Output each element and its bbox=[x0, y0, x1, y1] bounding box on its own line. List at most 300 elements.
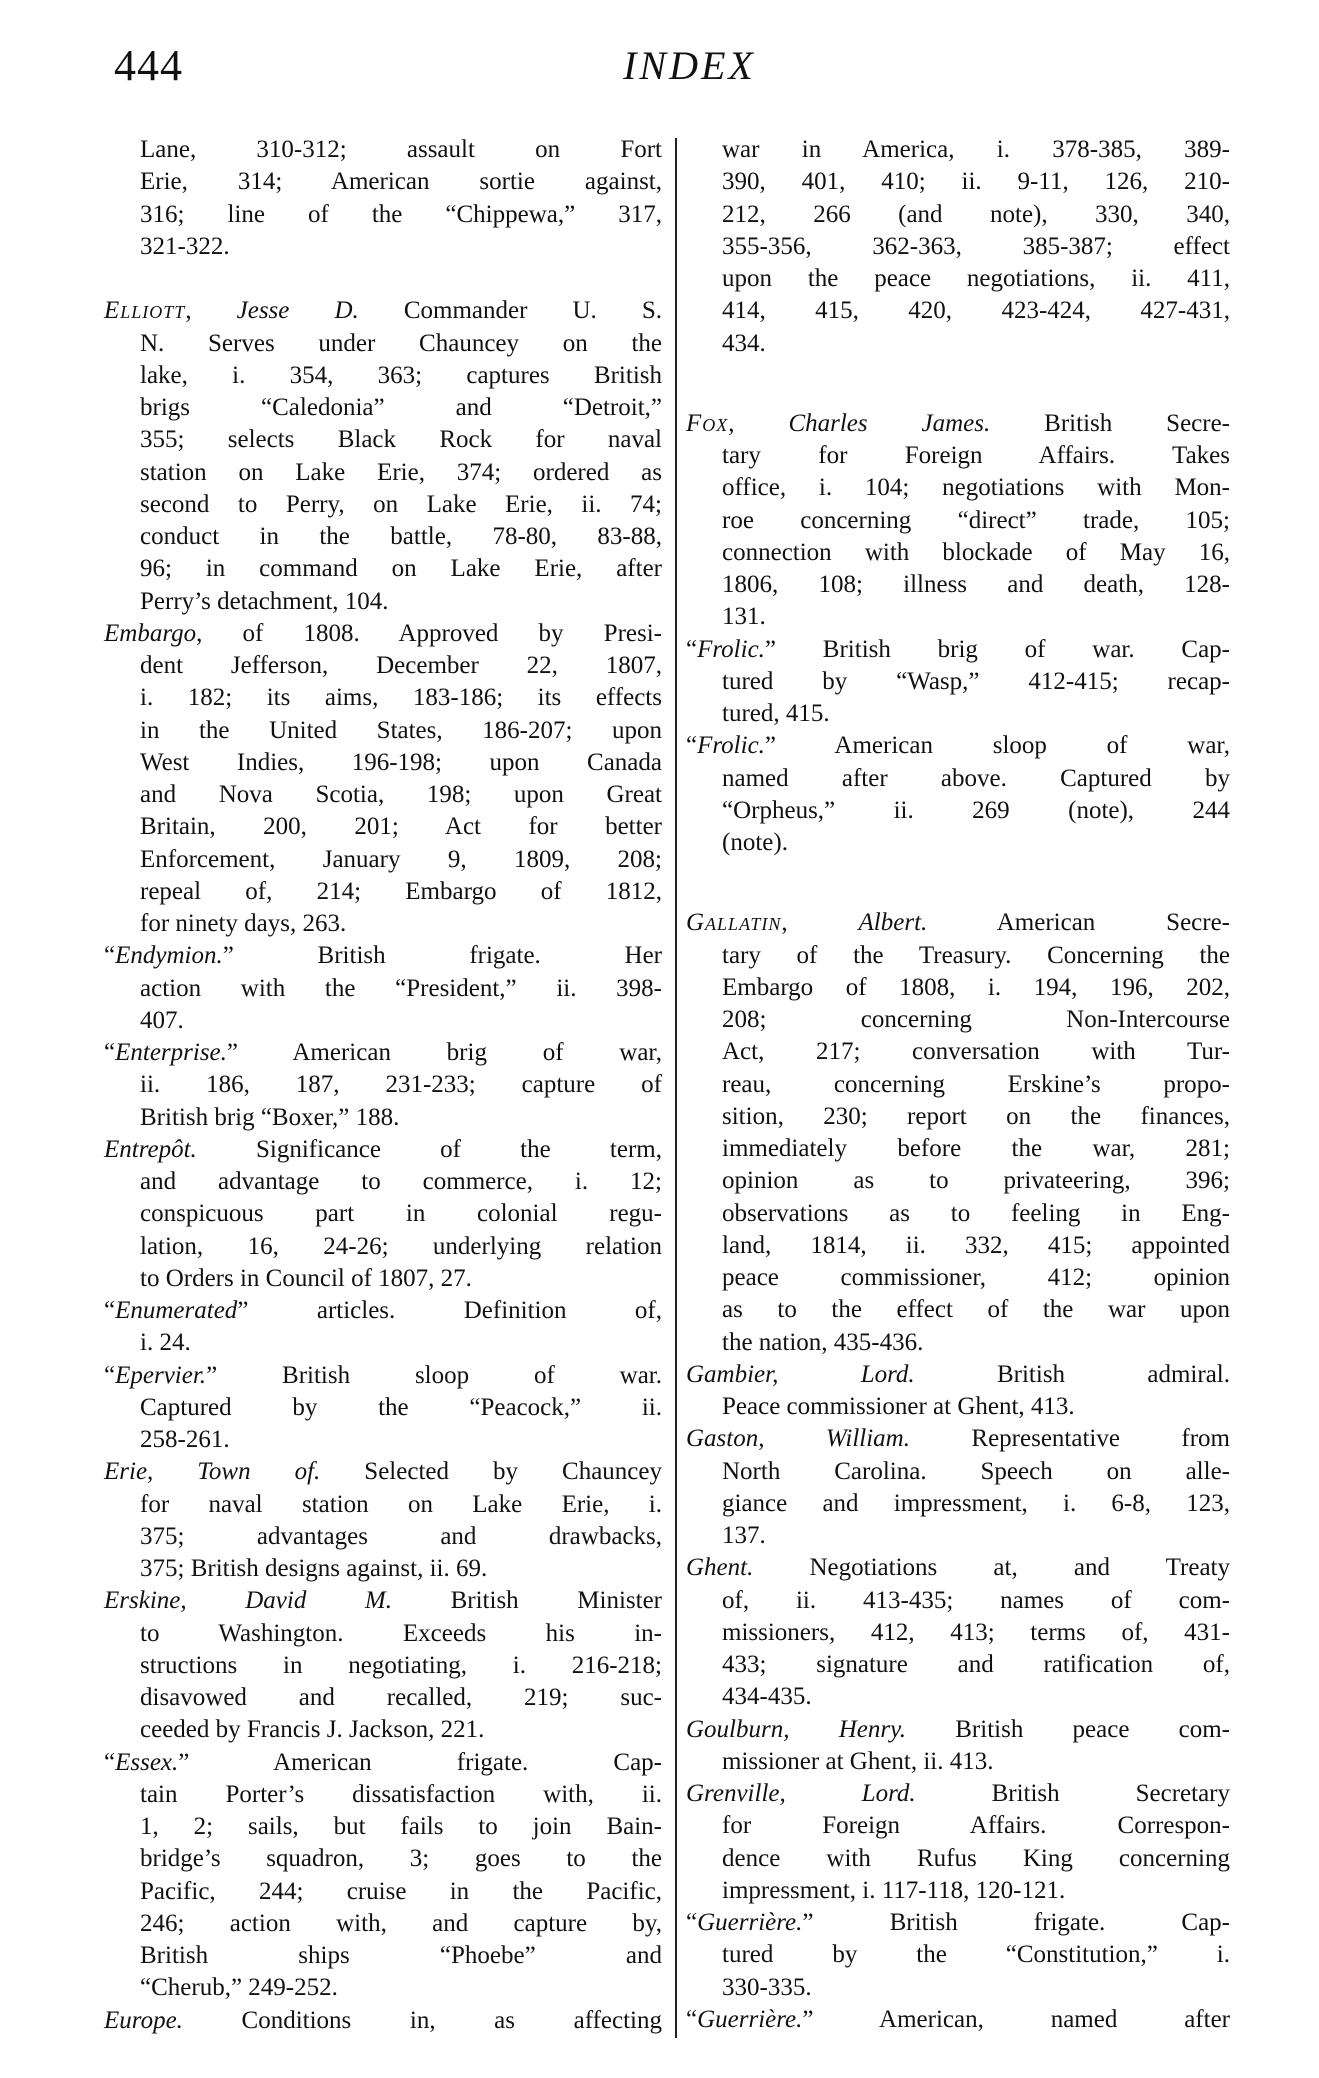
entry-line bbox=[686, 134, 1230, 166]
entry-line bbox=[686, 1165, 1230, 1197]
entry-text: repeal of, 214; Embargo of 1812, bbox=[140, 877, 662, 905]
column-divider bbox=[675, 138, 677, 2038]
entry-heading: Europe. bbox=[104, 2006, 183, 2034]
entry-line bbox=[104, 1876, 662, 1908]
entry-line bbox=[104, 715, 662, 747]
entry-line bbox=[686, 199, 1230, 231]
entry-text: conspicuous part in colonial regu- bbox=[140, 1200, 662, 1228]
entry-text: 212, 266 (and note), 330, 340, bbox=[722, 200, 1230, 228]
entry-line bbox=[104, 1682, 662, 1714]
entry-text: 1, 2; sails, but fails to join Bain- bbox=[140, 1813, 662, 1840]
index-column-right bbox=[686, 134, 1230, 2036]
entry-heading: Gallatin bbox=[686, 909, 782, 937]
entry-text: Britain, 200, 201; Act for better bbox=[140, 813, 662, 841]
entry-text: lake, i. 354, 363; captures British bbox=[140, 361, 662, 389]
entry-text: N. Serves under Chauncey on the bbox=[140, 329, 662, 357]
entry-line bbox=[104, 1037, 662, 1069]
entry-heading: Essex. bbox=[115, 1748, 179, 1776]
entry-text: 316; line of the “Chippewa,” 317, bbox=[140, 200, 662, 228]
entry-text: office, i. 104; negotiations with Mon- bbox=[722, 474, 1230, 502]
entry-line bbox=[686, 1520, 1230, 1552]
index-entry bbox=[104, 618, 662, 941]
entry-heading: ” bbox=[802, 2005, 814, 2033]
entry-heading: “ bbox=[104, 942, 116, 970]
entry-text: West Indies, 196-198; upon Canada bbox=[140, 748, 662, 776]
entry-text: British brig of war. Cap- bbox=[776, 635, 1230, 663]
entry-text: 390, 401, 410; ii. 9-11, 126, 210- bbox=[722, 168, 1230, 196]
entry-line bbox=[686, 1359, 1230, 1391]
entry-text: , of 1808. Approved by Presi- bbox=[196, 619, 662, 647]
entry-line bbox=[686, 1230, 1230, 1262]
index-entry bbox=[104, 1037, 662, 1134]
entry-line bbox=[104, 231, 662, 263]
entry-heading: ” bbox=[206, 1361, 218, 1389]
entry-text: 375; British designs against, ii. 69. bbox=[140, 1555, 488, 1582]
index-entry bbox=[686, 134, 1230, 360]
entry-heading: Goulburn, Henry. bbox=[686, 1715, 907, 1743]
entry-text: sition, 230; report on the finances, bbox=[722, 1102, 1230, 1130]
entry-text: 131. bbox=[722, 603, 766, 631]
entry-heading: Enumerated bbox=[115, 1297, 238, 1324]
entry-line bbox=[104, 1714, 662, 1746]
index-entry bbox=[104, 2005, 662, 2037]
entry-line bbox=[686, 537, 1230, 569]
entry-text: Enforcement, January 9, 1809, 208; bbox=[140, 845, 662, 873]
entry-text: for naval station on Lake Erie, i. bbox=[140, 1490, 662, 1518]
entry-text: connection with blockade of May 16, bbox=[722, 538, 1230, 566]
entry-text: Peace commissioner at Ghent, 413. bbox=[722, 1393, 1075, 1420]
entry-text: war in America, i. 378-385, 389- bbox=[722, 136, 1230, 163]
index-entry bbox=[104, 1295, 662, 1360]
entry-text: missioners, 412, 413; terms of, 431- bbox=[722, 1618, 1230, 1646]
entry-text: American Secre- bbox=[927, 909, 1231, 937]
entry-heading: Guerrière. bbox=[697, 2005, 803, 2033]
entry-text: American brig of war, bbox=[238, 1039, 662, 1066]
entry-text: and Nova Scotia, 198; upon Great bbox=[140, 781, 662, 808]
entry-line bbox=[104, 1553, 662, 1585]
entry-text: “Orpheus,” ii. 269 (note), 244 bbox=[722, 796, 1230, 824]
entry-heading: Enterprise. bbox=[115, 1039, 227, 1066]
entry-text: action with the “President,” ii. 398- bbox=[140, 974, 662, 1002]
entry-line bbox=[686, 1327, 1230, 1359]
entry-text: Embargo of 1808, i. 194, 196, 202, bbox=[722, 973, 1230, 1001]
entry-line bbox=[686, 730, 1230, 762]
index-entry bbox=[686, 408, 1230, 634]
index-entry bbox=[104, 134, 662, 263]
entry-text: British admiral. bbox=[914, 1360, 1230, 1388]
entry-text: giance and impressment, i. 6-8, 123, bbox=[722, 1489, 1230, 1517]
entry-text: for Foreign Affairs. Correspon- bbox=[722, 1812, 1230, 1840]
entry-text: Conditions in, as affecting bbox=[182, 2006, 662, 2034]
entry-heading: “ bbox=[686, 732, 698, 760]
entry-text: 433; signature and ratification of, bbox=[722, 1651, 1230, 1678]
entry-heading: ” bbox=[226, 1039, 239, 1066]
entry-text: observations as to feeling in Eng- bbox=[722, 1199, 1230, 1227]
entry-text: British peace com- bbox=[906, 1715, 1230, 1743]
entry-line bbox=[104, 779, 662, 811]
entry-line bbox=[104, 908, 662, 940]
entry-line bbox=[104, 1489, 662, 1521]
index-entry bbox=[686, 730, 1230, 859]
entry-line bbox=[104, 2005, 662, 2037]
entry-line bbox=[104, 940, 662, 972]
entry-text: ii. 186, 187, 231-233; capture of bbox=[140, 1071, 662, 1099]
entry-text: peace commissioner, 412; opinion bbox=[722, 1264, 1230, 1291]
entry-text: 1806, 108; illness and death, 128- bbox=[722, 571, 1230, 598]
entry-text: and advantage to commerce, i. 12; bbox=[140, 1168, 662, 1195]
entry-line bbox=[104, 328, 662, 360]
entry-line bbox=[686, 1101, 1230, 1133]
entry-line bbox=[686, 666, 1230, 698]
entry-heading: Ghent. bbox=[686, 1554, 754, 1582]
page-number: 444 bbox=[114, 41, 183, 90]
entry-heading: Elliott bbox=[104, 297, 186, 325]
entry-line bbox=[104, 457, 662, 489]
entry-line bbox=[686, 1778, 1230, 1810]
entry-heading: Jesse D. bbox=[236, 297, 359, 325]
entry-text: for ninety days, 263. bbox=[140, 910, 347, 937]
entry-line bbox=[686, 408, 1230, 440]
entry-text: British Secre- bbox=[990, 409, 1231, 437]
entry-text: British frigate. Her bbox=[233, 942, 662, 970]
index-section bbox=[104, 134, 662, 263]
entry-line bbox=[104, 1231, 662, 1263]
entry-heading: “ bbox=[686, 635, 698, 663]
entry-text: British sloop of war. bbox=[217, 1361, 662, 1389]
entry-heading: Albert. bbox=[858, 909, 928, 937]
entry-line bbox=[104, 1360, 662, 1392]
entry-line bbox=[104, 586, 662, 618]
entry-line bbox=[686, 1133, 1230, 1165]
entry-line bbox=[104, 1972, 662, 2004]
entry-line bbox=[686, 263, 1230, 295]
entry-line bbox=[686, 795, 1230, 827]
entry-line bbox=[686, 601, 1230, 633]
entry-line bbox=[104, 489, 662, 521]
entry-text: bridge’s squadron, 3; goes to the bbox=[140, 1845, 662, 1873]
entry-text: station on Lake Erie, 374; ordered as bbox=[140, 458, 662, 486]
entry-text: immediately before the war, 281; bbox=[722, 1135, 1230, 1162]
entry-text: structions in negotiating, i. 216-218; bbox=[140, 1651, 662, 1679]
entry-line bbox=[686, 1907, 1230, 1939]
entry-line bbox=[104, 747, 662, 779]
entry-text: tary of the Treasury. Concerning the bbox=[722, 941, 1230, 969]
entry-line bbox=[104, 424, 662, 456]
entry-heading: “ bbox=[686, 1909, 698, 1936]
entry-heading: ” bbox=[802, 1909, 814, 1936]
entry-line bbox=[686, 1617, 1230, 1649]
entry-text: as to the effect of the war upon bbox=[722, 1296, 1230, 1324]
entry-line bbox=[686, 440, 1230, 472]
entry-line bbox=[104, 650, 662, 682]
entry-line bbox=[686, 634, 1230, 666]
entry-line bbox=[104, 360, 662, 392]
entry-line bbox=[686, 1939, 1230, 1971]
entry-text: 375; advantages and drawbacks, bbox=[140, 1522, 662, 1550]
entry-text: roe concerning “direct” trade, 105; bbox=[722, 506, 1230, 534]
index-entry bbox=[104, 1747, 662, 2005]
entry-line bbox=[104, 1263, 662, 1295]
entry-text: British Secretary bbox=[915, 1780, 1230, 1807]
index-section bbox=[686, 134, 1230, 360]
entry-line bbox=[686, 1649, 1230, 1681]
entry-line bbox=[686, 1262, 1230, 1294]
entry-line bbox=[686, 505, 1230, 537]
entry-heading: Guerrière. bbox=[697, 1909, 803, 1936]
entry-line bbox=[104, 1166, 662, 1198]
entry-line bbox=[104, 1134, 662, 1166]
entry-line bbox=[104, 1940, 662, 1972]
entry-heading: Entrepôt. bbox=[104, 1135, 197, 1163]
entry-text: American sloop of war, bbox=[776, 732, 1230, 760]
entry-heading: “ bbox=[104, 1297, 116, 1324]
index-entry bbox=[104, 295, 662, 618]
entry-line bbox=[104, 1585, 662, 1617]
entry-line bbox=[104, 1198, 662, 1230]
entry-text: dence with Rufus King concerning bbox=[722, 1844, 1230, 1872]
entry-line bbox=[104, 1650, 662, 1682]
entry-text: opinion as to privateering, 396; bbox=[722, 1167, 1230, 1195]
entry-text: 407. bbox=[140, 1006, 184, 1034]
entry-text: impressment, i. 117-118, 120-121. bbox=[722, 1876, 1066, 1904]
entry-line bbox=[686, 972, 1230, 1004]
entry-line bbox=[686, 907, 1230, 939]
index-entry bbox=[104, 1360, 662, 1457]
entry-line bbox=[104, 392, 662, 424]
index-entry bbox=[104, 1585, 662, 1746]
entry-text: second to Perry, on Lake Erie, ii. 74; bbox=[140, 490, 662, 518]
entry-line bbox=[104, 1843, 662, 1875]
entry-line bbox=[686, 698, 1230, 730]
entry-line bbox=[686, 1714, 1230, 1746]
index-section bbox=[686, 408, 1230, 860]
index-entry bbox=[686, 1423, 1230, 1552]
entry-heading: Frolic. bbox=[697, 732, 765, 760]
entry-text: (note). bbox=[722, 829, 788, 856]
entry-line bbox=[686, 1294, 1230, 1326]
entry-text: ceeded by Francis J. Jackson, 221. bbox=[140, 1716, 485, 1744]
index-entry bbox=[686, 1778, 1230, 1907]
entry-line bbox=[104, 1618, 662, 1650]
entry-text: i. 182; its aims, 183-186; its effects bbox=[140, 684, 662, 712]
entry-text: 355; selects Black Rock for naval bbox=[140, 426, 662, 454]
entry-line bbox=[104, 1102, 662, 1134]
entry-line bbox=[686, 2004, 1230, 2036]
entry-line bbox=[104, 199, 662, 231]
entry-heading: ” bbox=[178, 1748, 190, 1776]
entry-line bbox=[104, 521, 662, 553]
entry-line bbox=[104, 811, 662, 843]
entry-line bbox=[104, 1908, 662, 1940]
entry-heading: ” bbox=[237, 1297, 249, 1324]
entry-text: Significance of the term, bbox=[196, 1135, 662, 1163]
entry-line bbox=[686, 1456, 1230, 1488]
entry-heading: Erskine, David M. bbox=[104, 1587, 392, 1615]
entry-text: 321-322. bbox=[140, 232, 230, 260]
entry-text: tain Porter’s dissatisfaction with, ii. bbox=[140, 1780, 662, 1808]
entry-text: 434. bbox=[722, 329, 766, 357]
entry-text: Commander U. S. bbox=[358, 297, 663, 325]
entry-heading: Erie, Town of. bbox=[104, 1458, 321, 1486]
entry-line bbox=[104, 618, 662, 650]
entry-text: brigs “Caledonia” and “Detroit,” bbox=[140, 394, 662, 421]
entry-text: to Orders in Council of 1807, 27. bbox=[140, 1264, 472, 1292]
entry-text: tary for Foreign Affairs. Takes bbox=[722, 442, 1230, 469]
entry-text: Pacific, 244; cruise in the Pacific, bbox=[140, 1877, 662, 1905]
entry-text: Captured by the “Peacock,” ii. bbox=[140, 1393, 662, 1421]
entry-line bbox=[686, 1391, 1230, 1423]
index-entry bbox=[686, 1552, 1230, 1713]
entry-line bbox=[686, 1036, 1230, 1068]
entry-text: dent Jefferson, December 22, 1807, bbox=[140, 652, 662, 679]
entry-line bbox=[686, 1746, 1230, 1778]
entry-heading: “ bbox=[104, 1748, 116, 1776]
index-entry bbox=[686, 1359, 1230, 1424]
entry-text: missioner at Ghent, ii. 413. bbox=[722, 1747, 994, 1775]
entry-line bbox=[104, 1069, 662, 1101]
index-entry bbox=[104, 1134, 662, 1295]
entry-text: British frigate. Cap- bbox=[813, 1909, 1230, 1936]
entry-heading: “ bbox=[104, 1361, 116, 1389]
entry-line bbox=[104, 1779, 662, 1811]
entry-line bbox=[686, 569, 1230, 601]
entry-text: Selected by Chauncey bbox=[320, 1458, 662, 1486]
entry-line bbox=[686, 1875, 1230, 1907]
index-section bbox=[104, 295, 662, 2037]
entry-text: American frigate. Cap- bbox=[189, 1748, 662, 1776]
index-column-left bbox=[104, 134, 662, 2037]
index-entry bbox=[686, 1714, 1230, 1779]
entry-line bbox=[686, 1488, 1230, 1520]
entry-line bbox=[104, 1005, 662, 1037]
entry-text: Perry’s detachment, 104. bbox=[140, 587, 389, 615]
entry-text: British Minister bbox=[392, 1587, 662, 1615]
entry-text: land, 1814, ii. 332, 415; appointed bbox=[722, 1231, 1230, 1259]
entry-text: lation, 16, 24-26; underlying relation bbox=[140, 1232, 662, 1260]
entry-text: in the United States, 186-207; upon bbox=[140, 716, 662, 744]
entry-heading: Grenville, Lord. bbox=[686, 1780, 916, 1807]
entry-text: 414, 415, 420, 423-424, 427-431, bbox=[722, 297, 1230, 325]
entry-line bbox=[686, 1681, 1230, 1713]
entry-line bbox=[104, 166, 662, 198]
entry-text: American, named after bbox=[813, 2005, 1230, 2033]
entry-line bbox=[686, 1552, 1230, 1584]
entry-line bbox=[104, 682, 662, 714]
running-head: INDEX bbox=[623, 43, 756, 88]
entry-text: 137. bbox=[722, 1522, 766, 1549]
entry-heading: ” bbox=[764, 635, 777, 663]
entry-line bbox=[104, 295, 662, 327]
entry-line bbox=[686, 827, 1230, 859]
entry-line bbox=[104, 1392, 662, 1424]
entry-line bbox=[104, 1424, 662, 1456]
entry-text: conduct in the battle, 78-80, 83-88, bbox=[140, 523, 662, 550]
entry-line bbox=[686, 1069, 1230, 1101]
entry-line bbox=[104, 1456, 662, 1488]
entry-line bbox=[686, 940, 1230, 972]
entry-text: North Carolina. Speech on alle- bbox=[722, 1457, 1230, 1485]
index-entry bbox=[686, 1907, 1230, 2004]
entry-text: 258-261. bbox=[140, 1426, 230, 1453]
entry-text: i. 24. bbox=[140, 1329, 191, 1357]
entry-heading: , bbox=[185, 297, 237, 325]
entry-text: disavowed and recalled, 219; suc- bbox=[140, 1684, 662, 1711]
entry-line bbox=[104, 973, 662, 1005]
entry-line bbox=[686, 1585, 1230, 1617]
entry-line bbox=[104, 134, 662, 166]
entry-line bbox=[104, 1295, 662, 1327]
entry-text: 434-435. bbox=[722, 1683, 812, 1711]
entry-line bbox=[686, 231, 1230, 263]
entry-line bbox=[686, 166, 1230, 198]
entry-text: Erie, 314; American sortie against, bbox=[140, 168, 662, 196]
entry-text: 355-356, 362-363, 385-387; effect bbox=[722, 232, 1230, 260]
entry-line bbox=[104, 553, 662, 585]
index-entry bbox=[686, 634, 1230, 731]
entry-text: Lane, 310-312; assault on Fort bbox=[140, 136, 662, 163]
entry-text: 246; action with, and capture by, bbox=[140, 1909, 662, 1937]
entry-heading: Fox bbox=[686, 409, 729, 437]
entry-line bbox=[104, 1327, 662, 1359]
entry-text: tured by “Wasp,” 412-415; recap- bbox=[722, 667, 1230, 695]
entry-text: British ships “Phoebe” and bbox=[140, 1942, 662, 1969]
entry-heading: ” bbox=[764, 732, 777, 760]
entry-heading: , bbox=[728, 409, 789, 437]
entry-line bbox=[686, 1423, 1230, 1455]
entry-text: named after above. Captured by bbox=[722, 764, 1230, 792]
entry-text: articles. Definition of, bbox=[248, 1297, 662, 1324]
entry-text: to Washington. Exceeds his in- bbox=[140, 1619, 662, 1647]
entry-heading: Epervier. bbox=[115, 1361, 207, 1389]
index-entry bbox=[686, 907, 1230, 1359]
entry-line bbox=[104, 1521, 662, 1553]
entry-line bbox=[686, 763, 1230, 795]
entry-line bbox=[104, 876, 662, 908]
entry-line bbox=[104, 1747, 662, 1779]
entry-text: reau, concerning Erskine’s propo- bbox=[722, 1070, 1230, 1098]
entry-text: Representative from bbox=[909, 1425, 1230, 1453]
entry-heading: Embargo bbox=[104, 619, 197, 647]
entry-heading: Endymion. bbox=[115, 942, 223, 970]
index-entry bbox=[686, 2004, 1230, 2036]
entry-heading: Gambier, Lord. bbox=[686, 1360, 915, 1388]
entry-line bbox=[686, 1972, 1230, 2004]
entry-heading: Frolic. bbox=[697, 635, 765, 663]
entry-text: of, ii. 413-435; names of com- bbox=[722, 1586, 1230, 1614]
index-entry bbox=[104, 940, 662, 1037]
entry-text: 208; concerning Non-Intercourse bbox=[722, 1006, 1230, 1033]
entry-heading: , bbox=[781, 909, 859, 937]
entry-text: “Cherub,” 249-252. bbox=[140, 1974, 338, 2002]
entry-line bbox=[686, 1198, 1230, 1230]
entry-text: tured by the “Constitution,” i. bbox=[722, 1941, 1230, 1969]
entry-line bbox=[686, 472, 1230, 504]
entry-line bbox=[686, 1843, 1230, 1875]
entry-text: Negotiations at, and Treaty bbox=[753, 1554, 1230, 1582]
entry-text: 96; in command on Lake Erie, after bbox=[140, 555, 662, 583]
entry-text: upon the peace negotiations, ii. 411, bbox=[722, 265, 1230, 292]
entry-line bbox=[104, 844, 662, 876]
entry-heading: “ bbox=[686, 2005, 698, 2033]
entry-text: 330-335. bbox=[722, 1973, 812, 2001]
entry-line bbox=[686, 295, 1230, 327]
entry-text: the nation, 435-436. bbox=[722, 1328, 924, 1356]
index-entry bbox=[104, 1456, 662, 1585]
entry-heading: Gaston, William. bbox=[686, 1425, 910, 1453]
entry-line bbox=[686, 328, 1230, 360]
entry-text: tured, 415. bbox=[722, 700, 830, 727]
entry-line bbox=[686, 1004, 1230, 1036]
